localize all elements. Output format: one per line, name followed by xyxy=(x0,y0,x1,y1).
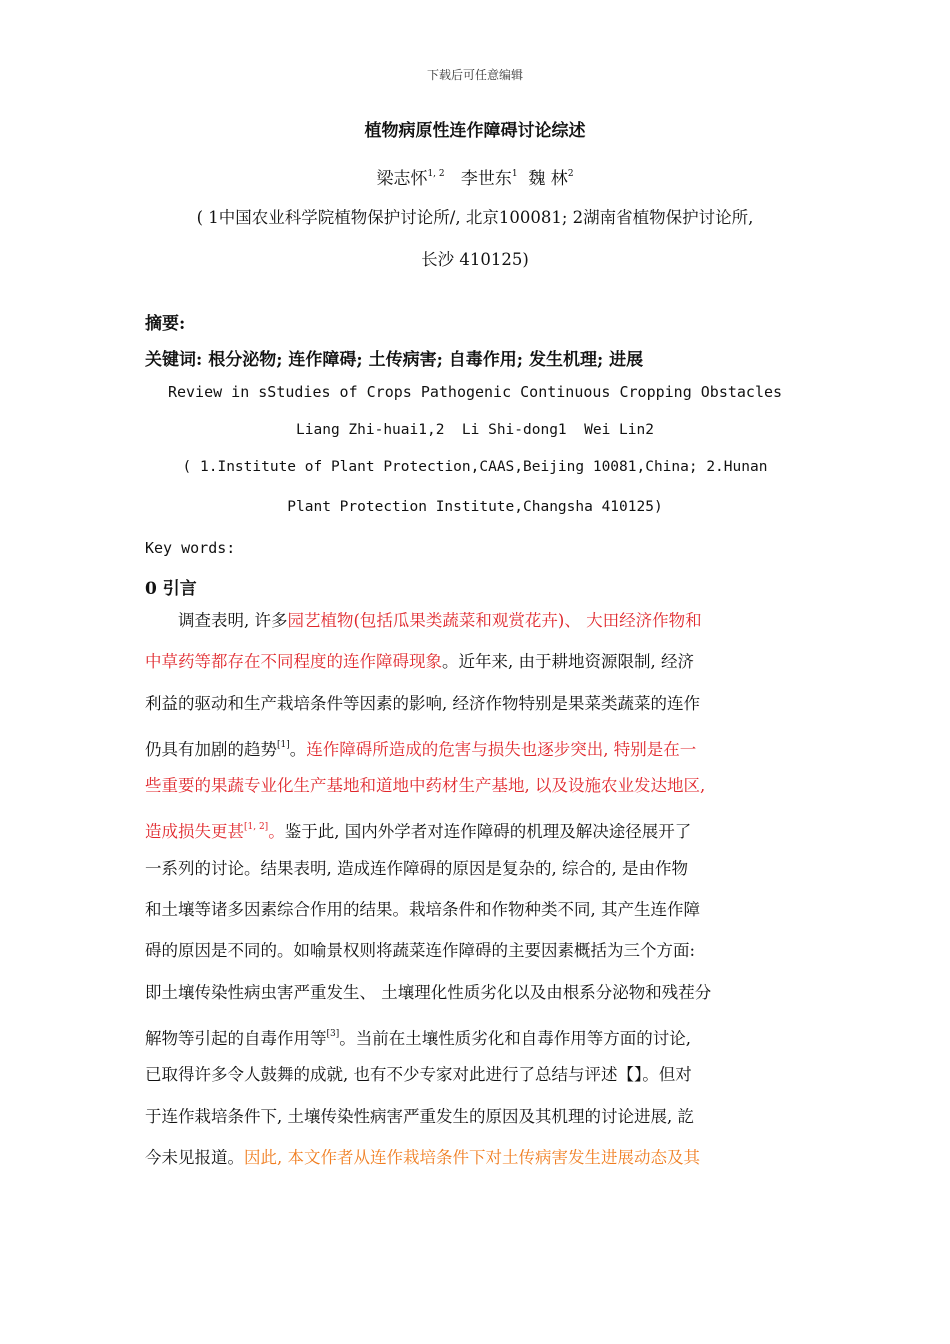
author-2-affil: 1 xyxy=(511,169,518,179)
body-line xyxy=(145,771,805,812)
highlight-text-red: 园艺植物(包括瓜果类蔬菜和观赏花卉)、 大田经济作物和 xyxy=(287,611,702,630)
body-text: 鉴于此, 国内外学者对连作障碍的机理及解决途径展开了 xyxy=(284,822,692,842)
highlight-text-red: 些重要的果蔬专业化生产基地和道地中药材生产基地, 以及设施农业发达地区, xyxy=(145,776,706,796)
body-text: 即土壤传染性病虫害严重发生、 土壤理化性质劣化以及由根系分泌物和残茬分 xyxy=(145,982,712,1002)
body-text: 碍的原因是不同的。如喻景权则将蔬菜连作障碍的主要因素概括为三个方面: xyxy=(145,941,696,961)
body-line xyxy=(145,936,805,977)
highlight-text-red: 。 xyxy=(268,822,285,842)
body-text: 仍具有加剧的趋势 xyxy=(145,739,277,759)
body-line xyxy=(145,895,805,936)
highlight-text-red: 中草药等都存在不同程度的连作障碍现象 xyxy=(145,652,442,672)
body-line xyxy=(145,854,805,895)
body-line xyxy=(145,1019,805,1060)
body-line xyxy=(145,978,805,1019)
author-line xyxy=(0,164,950,189)
body-paragraph xyxy=(145,606,805,1184)
body-line xyxy=(145,1143,805,1184)
body-line xyxy=(145,730,805,771)
citation-ref: [1] xyxy=(277,739,290,750)
paper-title: 植物病原性连作障碍讨论综述 xyxy=(364,121,586,141)
citation-ref: [1, 2] xyxy=(244,822,269,833)
body-text: 今未见报道。 xyxy=(145,1147,244,1167)
section-heading: 0 引言 xyxy=(145,579,197,599)
body-text: 一系列的讨论。结果表明, 造成连作障碍的原因是复杂的, 综合的, 是由作物 xyxy=(145,858,688,878)
english-affiliation-line-1: ( 1.Institute of Plant Protection,CAAS,Beijing 10081,China; 2.Hunan xyxy=(182,459,768,475)
body-text: 已取得许多令人鼓舞的成就, 也有不少专家对此进行了总结与评述【】。但对 xyxy=(145,1065,692,1085)
author-1-affil: 1, 2 xyxy=(427,169,445,179)
author-1: 梁志怀 xyxy=(376,169,428,189)
citation-ref: [3] xyxy=(326,1028,340,1039)
body-text: 。当前在土壤性质劣化和自毒作用等方面的讨论, xyxy=(339,1028,691,1048)
header-note: 下载后可任意编辑 xyxy=(426,68,523,82)
body-line xyxy=(145,606,805,647)
highlight-text-red: 连作障碍所造成的危害与损失也逐步突出, 特别是在一 xyxy=(306,739,697,759)
english-affiliation-line-2: Plant Protection Institute,Changsha 410125) xyxy=(287,499,663,515)
abstract-label: 摘要: xyxy=(145,314,186,334)
keywords-cn: 关键词: 根分泌物; 连作障碍; 土传病害; 自毒作用; 发生机理; 进展 xyxy=(145,350,644,370)
highlight-text-red: 造成损失更甚 xyxy=(145,822,244,842)
body-text: 。近年来, 由于耕地资源限制, 经济 xyxy=(442,652,694,672)
body-line xyxy=(145,647,805,688)
body-line xyxy=(145,689,805,730)
affiliation-line-1: ( 1中国农业科学院植物保护讨论所/, 北京100081; 2湖南省植物保护讨论所, xyxy=(196,208,754,227)
body-text: 利益的驱动和生产栽培条件等因素的影响, 经济作物特别是果菜类蔬菜的连作 xyxy=(145,693,700,713)
highlight-text-orange: 因此, 本文作者从连作栽培条件下对土传病害发生进展动态及其 xyxy=(244,1147,700,1167)
body-line xyxy=(145,812,805,853)
body-text: 调查表明, 许多 xyxy=(145,611,288,630)
body-line xyxy=(145,1060,805,1101)
english-keywords-label: Key words: xyxy=(145,539,236,557)
author-2: 李世东 xyxy=(460,169,512,189)
body-text: 于连作栽培条件下, 土壤传染性病害严重发生的原因及其机理的讨论进展, 訖 xyxy=(145,1106,694,1126)
author-3-affil: 2 xyxy=(567,169,574,179)
english-title: Review in sStudies of Crops Pathogenic Continuous Cropping Obstacles xyxy=(167,383,783,401)
affiliation-line-2: 长沙 410125) xyxy=(421,250,529,269)
body-text: 和土壤等诸多因素综合作用的结果。栽培条件和作物种类不同, 其产生连作障 xyxy=(145,900,700,920)
english-authors: Liang Zhi-huai1,2 Li Shi-dong1 Wei Lin2 xyxy=(296,422,654,438)
body-text: 。 xyxy=(289,739,307,759)
body-line xyxy=(145,1102,805,1143)
body-text: 解物等引起的自毒作用等 xyxy=(145,1028,327,1048)
author-3: 魏 林 xyxy=(528,169,568,189)
